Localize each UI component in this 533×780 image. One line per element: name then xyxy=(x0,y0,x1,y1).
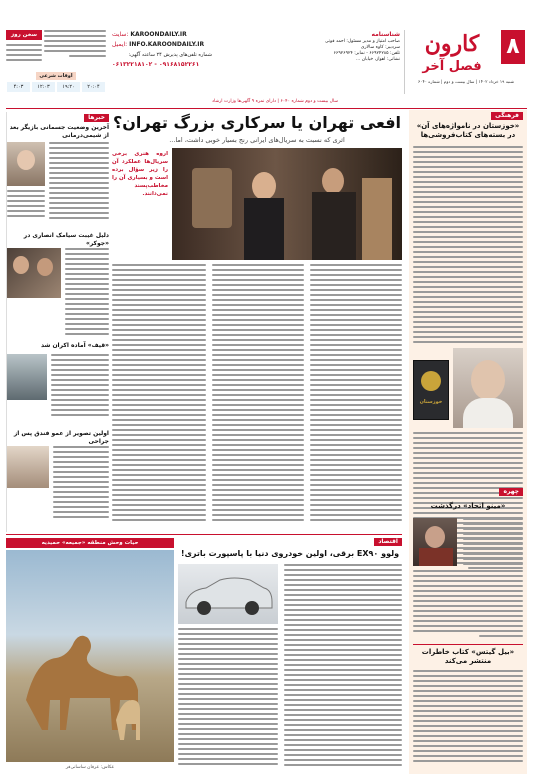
main-photo xyxy=(172,148,402,260)
masthead xyxy=(0,0,533,106)
left-item2-photo xyxy=(7,248,61,298)
website-link[interactable]: KAROONDAILY.IR xyxy=(130,31,187,38)
prayer-times-title: اوقات شرعی xyxy=(36,72,76,80)
author-photo xyxy=(453,348,523,428)
license-box xyxy=(190,30,405,94)
sidebar-right xyxy=(409,110,527,774)
volvo-car-photo xyxy=(178,564,278,624)
karoon-logo-icon: کارون xyxy=(424,31,480,57)
prayer-times-row xyxy=(6,82,106,92)
weekday-box: سخن روز xyxy=(6,30,42,40)
prayer-time: ۴:۰۳ xyxy=(7,82,30,92)
sidebar-section-label: فرهنگی xyxy=(491,112,523,120)
prayer-time: ۱۲:۰۳ xyxy=(32,82,55,92)
license-line: تلفن: ۶۶۹۲۴۲۸۵ - نمابر: ۶۶۹۲۶۹۲۴ xyxy=(333,51,400,56)
volvo-story xyxy=(178,538,402,774)
left-item1-headline: آخرین وضعیت جسمانی بازیگر بعد از شیمی‌درمانی xyxy=(9,124,109,139)
camel-photo xyxy=(6,550,174,762)
people-headline: «مینو اتحاد» درگذشت xyxy=(430,502,506,510)
book-cover xyxy=(413,360,449,420)
left-column xyxy=(6,112,109,532)
phone-numbers: ۰۶۱۳۲۲۱۸۱۰۲ - ۰۹۱۶۸۱۵۲۲۶۱ xyxy=(112,61,200,68)
left-section-label: خبرها xyxy=(84,114,109,122)
main-headline: افعی تهران یا سرکاری بزرگ تهران؟ xyxy=(112,113,402,132)
camel-photo-caption: عکاس: عرفان ساسانی‌فر xyxy=(65,765,115,770)
camel-feature xyxy=(6,538,174,774)
volvo-section-label: اقتصاد xyxy=(374,538,402,546)
header-divider xyxy=(6,108,527,109)
left-item3-photo xyxy=(7,354,47,400)
license-line: سردبیر: کاوه سالاری xyxy=(360,45,400,50)
website-label: سایت: xyxy=(112,31,129,38)
issue-line: شنبه ۱۹ خرداد ۱۴۰۲ | سال بیست و دوم | شماره ۶۰۴۰ xyxy=(417,79,515,84)
section-title: فصل آخر xyxy=(422,59,482,74)
sidebar-divider xyxy=(413,644,523,645)
left-item2-headline: دلیل غیبت سیامک انصاری در «جوکر» xyxy=(23,232,109,247)
bottom-headline: «بیل گیتس» کتاب خاطرات منتشر می‌کند xyxy=(421,648,515,665)
license-title: شناسنامه xyxy=(371,31,400,38)
ticker-strip: سال بیست و دوم شماره ۶۰۴۰ | دارای نمره ۹ آگهی‌ها وزارت ارشاد xyxy=(211,99,339,104)
prayer-time: ۱۹:۲۰ xyxy=(57,82,80,92)
license-line: نشانی: اهواز، خیابان ... xyxy=(355,57,400,62)
page-number-badge: ۸ xyxy=(501,30,525,64)
left-item4-photo xyxy=(7,446,49,488)
left-item4-headline: اولین تصویر از عمو فندق پس از جراحی xyxy=(13,430,109,445)
main-story xyxy=(112,112,402,532)
camel-icon xyxy=(6,550,174,762)
license-line: صاحب امتیاز و مدیر مسئول: احمد قوتی xyxy=(325,39,400,44)
email-link[interactable]: INFO.KAROONDAILY.IR xyxy=(129,41,205,48)
camel-strip-headline: حیات وحش منطقه «جمیعه» حمیدیه xyxy=(6,538,174,548)
pull-quote: اروه هنری برخی سریال‌ها عملکرد آن را زیر سؤال برده است و بسیاری آن را مخاطب‌پسند نمی‌دانند. xyxy=(111,151,168,197)
left-item1-photo xyxy=(7,142,45,186)
volvo-headline: ولوو EX۹۰ برقی، اولین خودروی دنیا با پاسپورت باتری! xyxy=(180,549,400,558)
obituary-photo xyxy=(413,518,457,566)
bottom-divider xyxy=(6,534,402,535)
prayer-time: ۲۰:۰۴ xyxy=(82,82,105,92)
book-title: خوزستان xyxy=(419,399,443,405)
email-label: ایمیل: xyxy=(112,41,128,48)
sms-label: شماره تلفن‌های پذیرش ۲۴ ساعته آگهی: xyxy=(128,52,212,58)
sidebar-headline: «خوزستان در نامواژه‌های آن» در بسته‌های کتاب‌فروشی‌ها xyxy=(416,122,520,139)
contact-box xyxy=(112,30,212,94)
prayer-box xyxy=(6,30,106,100)
logo-block xyxy=(407,30,525,86)
left-item3-headline: «قیف» آماده اکران شد xyxy=(40,342,109,349)
people-section-label: چهره xyxy=(499,488,523,496)
car-icon xyxy=(178,564,278,624)
main-subhead: اثری که نسبت به سریال‌های ایرانی رنج بسیار خوبی داشت، اما... xyxy=(169,136,345,144)
